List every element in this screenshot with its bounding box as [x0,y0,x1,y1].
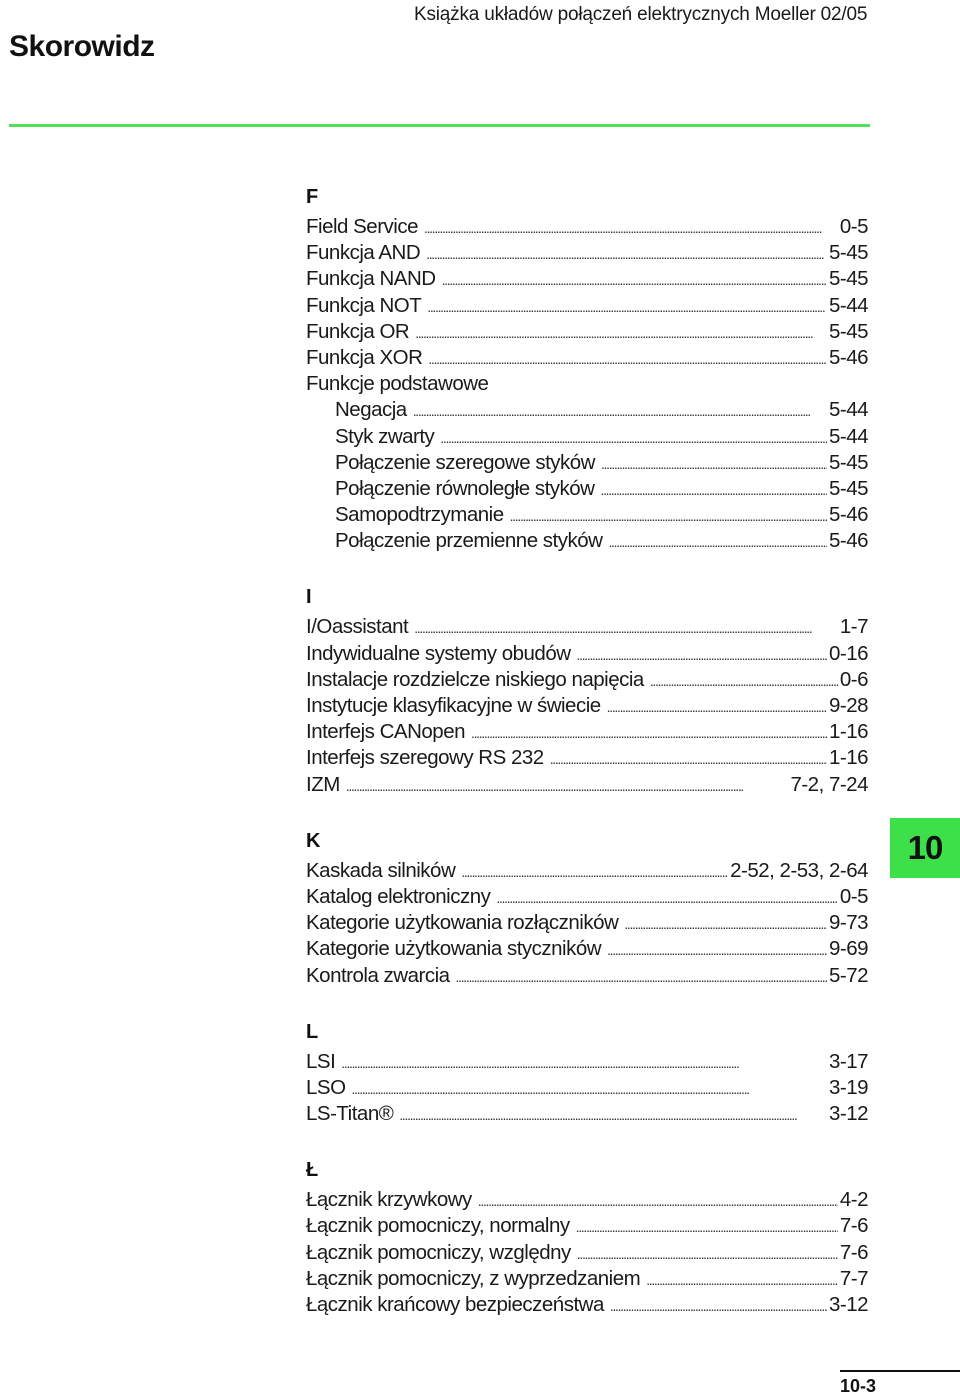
dot-leader [496,885,837,911]
entry-label: Połączenie równoległe styków [335,476,595,500]
entry-page-ref[interactable]: 1-7 [839,615,868,639]
entry-label: Negacja [335,398,407,422]
entry-page-ref[interactable]: 4-2 [839,1188,868,1212]
dot-leader [624,911,827,937]
index-subentry[interactable] [306,476,868,502]
entry-label: Łącznik pomocniczy, z wyprzedzaniem [306,1266,641,1290]
index-letter-heading: Ł [306,1159,319,1182]
entry-page-ref[interactable]: 5-45 [828,241,868,265]
entry-label: Łącznik krzywkowy [306,1188,472,1212]
dot-leader [428,346,827,372]
dot-leader [607,937,827,963]
dot-leader [577,1241,838,1267]
index-entry[interactable] [306,1266,868,1292]
entry-page-ref[interactable]: 0-5 [839,215,868,238]
entry-page-ref[interactable]: 2-52, 2-53, 2-64 [730,858,868,882]
dot-leader [577,642,827,668]
entry-page-ref[interactable]: 5-45 [828,476,868,500]
dot-leader [346,773,789,799]
dot-leader [610,1293,827,1319]
index-subentry[interactable] [306,450,868,476]
entry-page-ref[interactable]: 5-45 [828,267,868,291]
entry-page-ref[interactable]: 9-28 [828,694,868,717]
entry-label: Field Service [306,215,418,238]
entry-page-ref[interactable]: 5-72 [828,963,868,987]
index-entry[interactable] [306,1292,868,1318]
entry-page-ref[interactable]: 0-16 [828,641,868,665]
dot-leader [461,859,728,885]
entry-label: Kaskada silników [306,858,456,882]
index-entry[interactable] [306,745,868,771]
index-entry[interactable] [306,1049,868,1075]
dot-leader [341,1050,827,1076]
dot-leader [427,294,827,320]
index-entry[interactable] [306,266,868,292]
entry-label: Funkcja NAND [306,267,436,291]
index-letter-heading: L [306,1020,319,1043]
index-entry[interactable] [306,371,868,397]
entry-label: LSO [306,1075,346,1099]
index-entry[interactable] [306,1240,868,1266]
entry-label: Instalacje rozdzielcze niskiego napięcia [306,667,644,691]
entry-page-ref[interactable]: 7-2, 7-24 [790,772,868,796]
entry-label: Instytucje klasyfikacyjne w świecie [306,694,601,717]
entry-label: Łącznik pomocniczy, względny [306,1240,571,1264]
entry-page-ref[interactable]: 9-69 [828,937,868,961]
dot-leader [442,267,827,293]
entry-label: LSI [306,1049,336,1073]
index-entry[interactable] [306,910,868,936]
index-group [306,1015,868,1128]
entry-label: Interfejs szeregowy RS 232 [306,746,544,770]
index-entry[interactable] [306,345,868,371]
entry-label: Samopodtrzymanie [335,503,504,527]
dot-leader [414,615,838,641]
dot-leader [550,746,827,772]
entry-label: Kategorie użytkowania rozłączników [306,911,619,935]
dot-leader [576,1214,838,1240]
dot-leader [608,529,827,555]
entry-label: I/Oassistant [306,615,409,639]
entry-page-ref[interactable]: 3-19 [828,1075,868,1099]
entry-page-ref[interactable]: 0-5 [839,884,868,908]
page-title: Skorowidz [9,30,155,63]
dot-leader [399,1102,827,1128]
entry-page-ref[interactable]: 5-46 [828,529,868,553]
entry-page-ref[interactable]: 3-17 [828,1049,868,1073]
entry-label: Połączenie szeregowe styków [335,450,595,474]
index-group [306,580,868,797]
entry-label: Połączenie przemienne styków [335,529,603,553]
index-entry[interactable] [306,1187,868,1213]
entry-label: Funkcja OR [306,319,410,343]
entry-page-ref[interactable]: 5-46 [828,503,868,527]
index-letter-heading: K [306,829,321,852]
entry-label: Interfejs CANopen [306,720,466,744]
entry-label: Funkcja NOT [306,293,422,317]
index-entry[interactable] [306,884,868,910]
index-entry[interactable] [306,1213,868,1239]
entry-label: Funkcja XOR [306,345,423,369]
index-subentry[interactable] [306,502,868,528]
index-entry[interactable] [306,693,868,719]
index-list [306,180,868,1318]
footer-divider [840,1370,960,1372]
entry-page-ref[interactable]: 5-44 [828,293,868,317]
entry-page-ref[interactable]: 5-44 [828,424,868,448]
dot-leader [456,964,827,990]
entry-page-ref[interactable]: 0-6 [839,667,868,691]
entry-page-ref[interactable]: 1-16 [828,720,868,744]
dot-leader [510,503,827,529]
entry-label: Kategorie użytkowania styczników [306,937,602,961]
index-entry[interactable] [306,1101,868,1127]
entry-label: LS-Titan® [306,1102,394,1126]
index-entry[interactable] [306,858,868,884]
index-entry[interactable] [306,936,868,962]
index-subentry[interactable] [306,424,868,450]
entry-page-ref[interactable]: 5-45 [828,450,868,474]
index-entry[interactable] [306,1075,868,1101]
entry-page-ref[interactable]: 5-45 [828,319,868,343]
entry-label: IZM [306,772,340,796]
dot-leader [424,215,838,241]
dot-leader [600,477,826,503]
index-letter-heading: I [306,586,312,609]
index-subentry[interactable] [306,528,868,554]
index-entry[interactable] [306,719,868,745]
dot-leader [601,451,827,477]
entry-label: Katalog elektroniczny [306,884,491,908]
entry-page-ref[interactable]: 7-6 [839,1240,868,1264]
dot-leader [413,398,827,424]
entry-label: Funkcje podstawowe [306,372,489,396]
entry-label: Indywidualne systemy obudów [306,641,571,665]
entry-label: Łącznik pomocniczy, normalny [306,1214,570,1238]
dot-leader [650,668,838,694]
index-group [306,824,868,989]
entry-page-ref[interactable]: 5-44 [828,398,868,422]
dot-leader [471,720,827,746]
entry-page-ref[interactable]: 3-12 [828,1102,868,1126]
index-entry[interactable] [306,240,868,266]
index-entry[interactable] [306,641,868,667]
chapter-tab[interactable]: 10 [890,818,960,878]
dot-leader [646,1267,838,1293]
index-group [306,1153,868,1318]
index-entry[interactable] [306,319,868,345]
entry-page-ref[interactable]: 7-6 [839,1214,868,1238]
entry-label: Styk zwarty [335,424,435,448]
entry-label: Funkcja AND [306,241,421,265]
index-letter-heading: F [306,186,319,208]
index-entry[interactable] [306,214,868,240]
index-entry[interactable] [306,614,868,640]
index-entry[interactable] [306,667,868,693]
dot-leader [478,1188,838,1214]
index-group [306,180,868,554]
entry-label: Kontrola zwarcia [306,963,450,987]
dot-leader [440,425,827,451]
header-divider [9,124,870,127]
entry-page-ref[interactable]: 9-73 [828,911,868,935]
book-title: Książka układów połączeń elektrycznych Moeller 02/05 [414,4,868,25]
index-subentry[interactable] [306,397,868,423]
dot-leader [415,320,827,346]
dot-leader [426,241,827,267]
index-entry[interactable] [306,772,868,798]
dot-leader [607,694,827,720]
index-entry[interactable] [306,293,868,319]
index-entry[interactable] [306,963,868,989]
dot-leader [352,1076,827,1102]
entry-page-ref[interactable]: 5-46 [828,345,868,369]
entry-page-ref[interactable]: 1-16 [828,746,868,770]
entry-page-ref[interactable]: 7-7 [839,1266,868,1290]
entry-label: Łącznik krańcowy bezpieczeństwa [306,1293,604,1316]
page-number: 10-3 [840,1376,877,1396]
entry-page-ref[interactable]: 3-12 [828,1293,868,1316]
